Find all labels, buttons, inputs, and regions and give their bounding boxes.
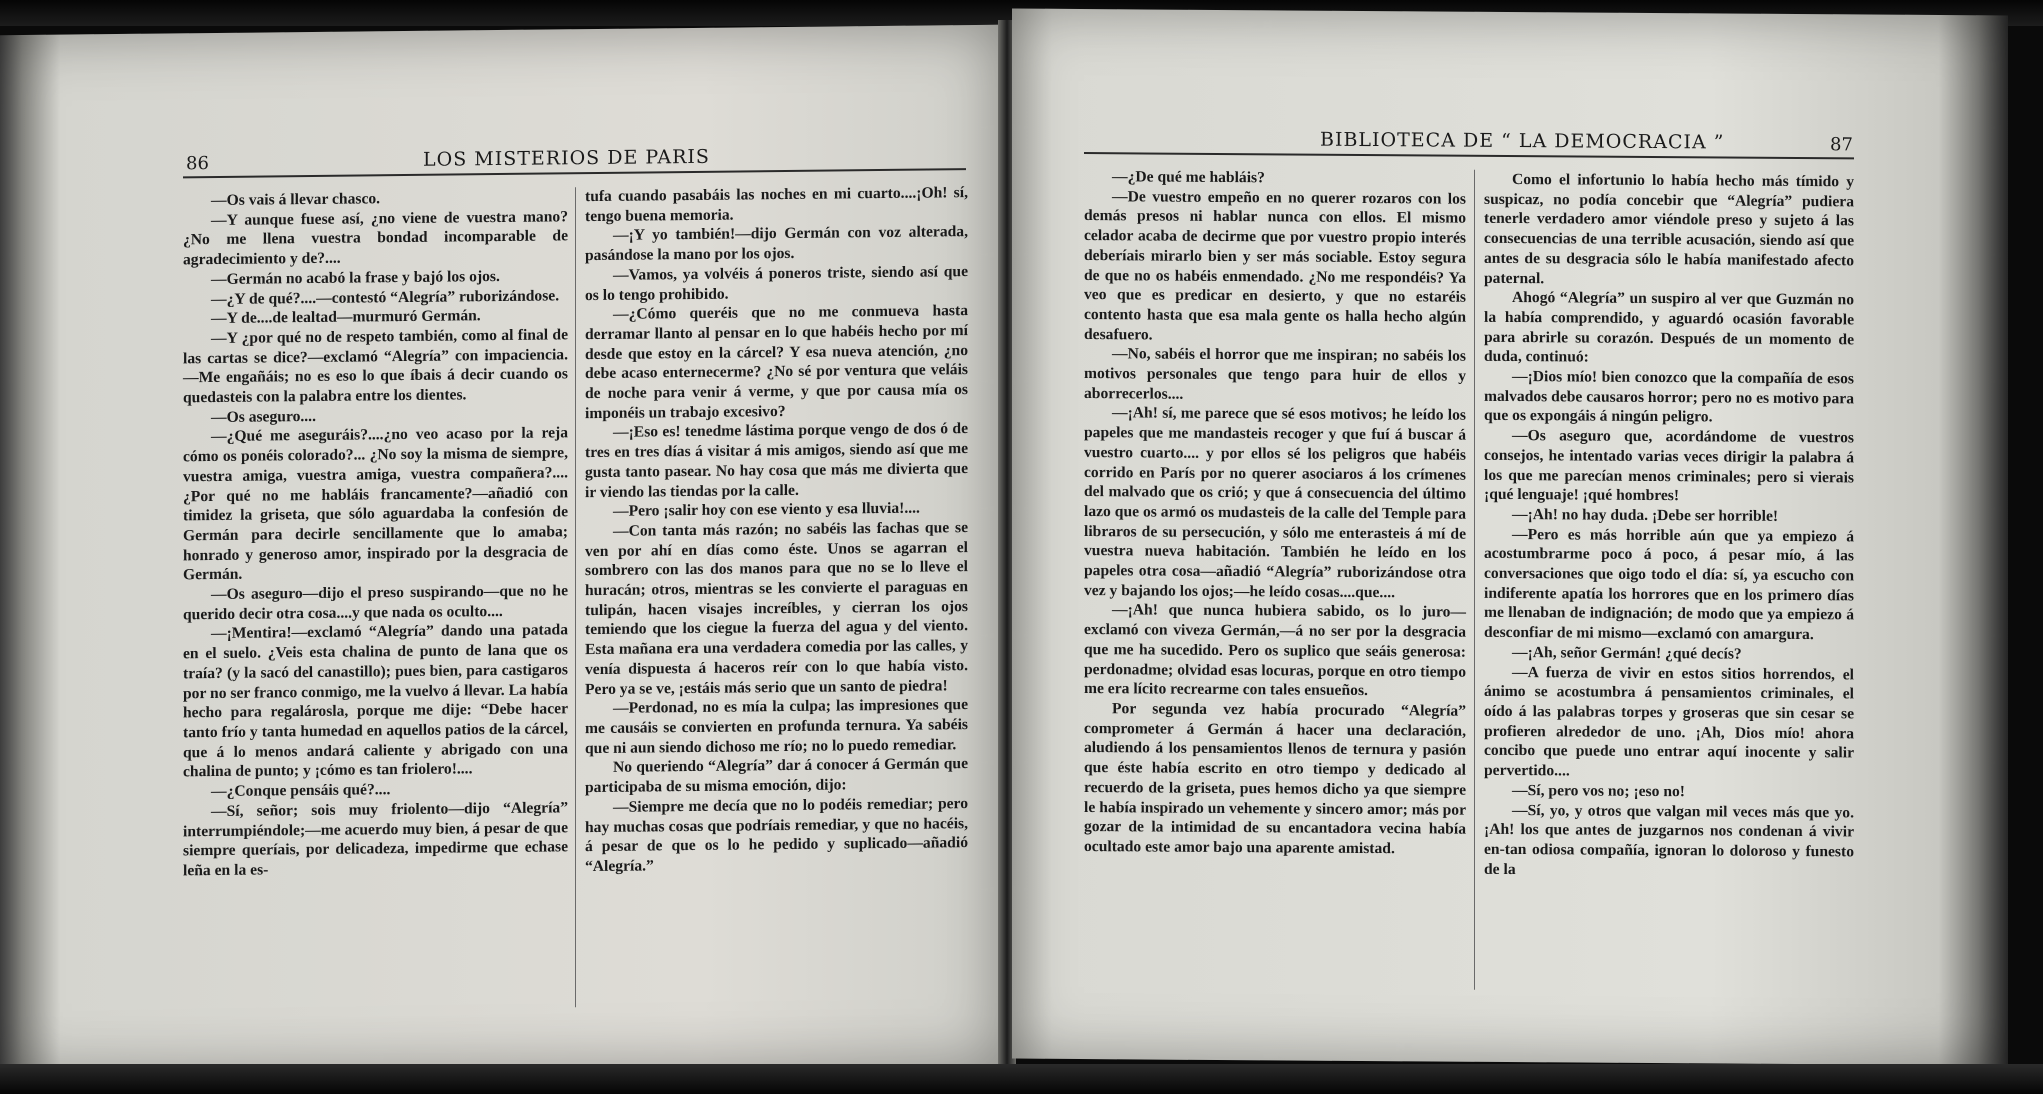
running-head: LOS MISTERIOS DE PARIS — [423, 145, 710, 171]
paragraph: —Sí, pero vos no; ¡eso no! — [1512, 781, 1685, 801]
paragraph: —¡Ah! sí, me parece que sé esos motivos; he leído los papeles que me mandasteis recoger y que fuí á buscar á vuestro cuarto.... y por ellos sé los peligros que habéis corrido en París por no querer asociaros á los crímenes del malvado que os crió; y que á consecuencia del último lazo que os armó os mudasteis de la calle del Temple para libraros de su persecución, y sólo me enterasteis á mí de vuestra nueva habitación. También he leído en los papeles otra cosa—añadió “Alegría” ruborizándose otra vez y bajando los ojos;—he leído cosas....que.... — [1084, 404, 1466, 601]
text-column — [183, 187, 568, 881]
right-page — [1012, 9, 2008, 1066]
paragraph: Como el infortunio lo había hecho más tímido y suspicaz, no podía concebir que “Alegría” pudiera tenerle verdadero amor viéndole preso y sujeto á las consecuencias de una terrible acusación, siendo así que antes de su desgracia sólo le había manifestado afecto paternal. — [1484, 171, 1854, 287]
paragraph: tufa cuando pasabáis las noches en mi cuarto....¡Oh! sí, tengo buena memoria. — [585, 184, 968, 225]
paragraph: —¡Ah, señor Germán! ¿qué decís? — [1512, 643, 1742, 663]
paragraph: —Sí, señor; sois muy friolento—dijo “Alegría” interrumpiéndole;—me acuerdo muy bien, á pesar de que siempre queríais, por delicadeza, impedirme que echase leña en la es- — [183, 799, 568, 880]
paragraph: —¡Dios mío! bien conozco que la compañía de esos malvados debe causaros horror; pero no es motivo para que os expongáis á ningún peligro. — [1484, 368, 1854, 426]
header-rule — [183, 168, 966, 178]
paragraph: Ahogó “Alegría” un suspiro al ver que Guzmán no la había comprendido, y aguardó ocasión favorable para abrirle su corazón. Después de un momento de duda, continuó: — [1484, 289, 1854, 366]
paragraph: —Germán no acabó la frase y bajó los ojos. — [211, 267, 500, 288]
header-rule — [1084, 152, 1854, 159]
paragraph: —¡Y yo también!—dijo Germán con voz alterada, pasándose la mano por los ojos. — [585, 223, 968, 265]
paragraph: —¿Y de qué?....—contestó “Alegría” ruborizándose. — [211, 286, 560, 308]
paragraph: —A fuerza de vivir en estos sitios horrendos, el ánimo se acostumbra á pensamientos criminales, el oído á las palabras torpes y groseras que sin cesar se profieren alrededor de uno. ¡Ah, Dios mío! ahora concibo que puede uno entrar aquí inocente y salir pervertido.... — [1484, 663, 1854, 780]
paragraph: Por segunda vez había procurado “Alegría” comprometer á Germán á hacer una declaración, aludiendo á los pensamientos llenos de ternura y pasión que éste había escrito en otro tiempo y dedicado al recuerdo de la griseta, pues hemos dicho ya que siempre le había inspirado un vehemente y sincero amor; más por gozar de la intimidad de su encantadora vecina había ocultado este amor bajo una aparente amistad. — [1084, 700, 1466, 858]
paragraph: —De vuestro empeño en no querer rozaros con los demás presos ni hablar nunca con ellos. El mismo celador acaba de decirme que por vuestro propio interés deberíais mirarlo bien y ser más sociable. Estoy segura de que no os habéis enmendado. ¿No me respondéis? Ya veo que es predicar en desierto, y que no estaréis contento hasta que esa mala gente os halla hecho algún desafuero. — [1084, 187, 1466, 344]
column-divider — [1474, 170, 1475, 990]
paragraph: —Os aseguro—dijo el preso suspirando—que no he querido decir otra cosa....y que nada os oculto.... — [183, 582, 568, 624]
paragraph: —Pero es más horrible aún que ya empiezo á acostumbrarme poco á poco, á pesar mío, á las conversaciones que oigo todo el día: sí, ya escucho con indiferente apatía los horrores que en los primero días me llenaban de indignación; de modo que ya empiezo á desconfiar de mi mismo—exclamó con amargura. — [1484, 525, 1854, 644]
scan-border-bottom — [0, 1064, 2043, 1094]
paragraph: —Con tanta más razón; no sabéis las fachas que se ven por ahí en días como éste. Unos se agarran el sombrero con las dos manos para que no se lo lleve el huracán; otros, mientras se les convierte el paraguas en tulipán, hacen visajes increíbles, y cierran los ojos temiendo que los ciegue la fuerza del agua y del viento. Esta mañana era una verdadera comedia por las calles, y venía dispuesta á haceros reír con lo que había visto. Pero ya se ve, ¡estáis más serio que un santo de piedra! — [585, 519, 968, 698]
page-number: 86 — [186, 153, 209, 175]
page-number: 87 — [1830, 134, 1853, 156]
text-column — [585, 183, 968, 877]
paragraph: —Os vais á llevar chasco. — [211, 190, 381, 210]
paragraph: —Y aunque fuese así, ¿no viene de vuestra mano? ¿No me llena vuestra bondad incomparable de agradecimiento y de?.... — [183, 207, 568, 269]
paragraph: —Os aseguro.... — [211, 407, 316, 426]
running-head: BIBLIOTECA DE “ LA DEMOCRACIA ” — [1320, 128, 1725, 154]
paragraph: —¿De qué me habláis? — [1112, 168, 1265, 187]
paragraph: —Os aseguro que, acordándome de vuestros consejos, he intentado varias veces dirigir la palabra á los que me parecían menos criminales; pero si vierais ¡qué lenguaje! ¡qué hombres! — [1484, 427, 1854, 505]
paragraph: —Y de....de lealtad—murmuró Germán. — [211, 307, 481, 328]
text-column — [1484, 170, 1854, 882]
left-page — [0, 25, 1000, 1075]
paragraph: —¡Eso es! tenedme lástima porque vengo de dos ó de tres en tres días á visitar á mis amigos, siendo así que me gusta tanto pasear. No hay cosa que más me divierta que ir viendo las tiendas por la calle. — [585, 420, 968, 501]
text-column — [1084, 167, 1466, 859]
paragraph: —¡Ah! no hay duda. ¡Debe ser horrible! — [1512, 505, 1779, 525]
paragraph: —Siempre me decía que no lo podéis remediar; pero hay muchas cosas que podríais remediar, y que no hacéis, á pesar de que os lo he pedido y suplicado—añadió “Alegría.” — [585, 794, 968, 876]
paragraph: —Pero ¡salir hoy con ese viento y esa lluvia!.... — [613, 499, 920, 521]
paragraph: —¿Cómo queréis que no me conmueva hasta derramar llanto al pensar en lo que habéis hecho por mí desde que estoy en la cárcel? Y esa nueva atención, ¿no debe acaso enternecerme? ¿No sé por ventura que veláis de noche para venir á verme, y que por causa mía os imponéis un trabajo excesivo? — [585, 302, 968, 422]
paragraph: —¡Ah! que nunca hubiera sabido, os lo juro—exclamó con viveza Germán,—á no ser por la desgracia que me ha sucedido. Pero os suplico que seáis generosa: perdonadme; olvidad esas locuras, porque en otro tiempo me era lícito recrearme con tales ensueños. — [1084, 601, 1466, 700]
paragraph: —No, sabéis el horror que me inspiran; no sabéis los motivos personales que tengo para huir de ellos y aborrecerlos.... — [1084, 345, 1466, 403]
column-divider — [575, 187, 576, 1007]
paragraph: —¿Conque pensáis qué?.... — [211, 781, 391, 801]
paragraph: —¿Qué me aseguráis?....¿no veo acaso por la reja cómo os ponéis colorado?... ¿No soy la misma de siempre, vuestra amiga, vuestra amiga, vuestra compañera?....¿Por qué no me habláis francamente?—añadió con timidez la griseta, que sólo aguardaba la confesión de Germán para decirle sencillamente que lo amaba; honrado y generoso amor, inspirado por la desgracia de Germán. — [183, 424, 568, 584]
paragraph: —Sí, yo, y otros que valgan mil veces más que yo. ¡Ah! los que antes de juzgarnos nos condenan á vivir en-tan odiosa compañía, ignoran lo doloroso y funesto de la — [1484, 801, 1854, 878]
paragraph: —Vamos, ya volvéis á poneros triste, siendo así que os lo tengo prohibido. — [585, 262, 968, 304]
paragraph: No queriendo “Alegría” dar á conocer á Germán que participaba de su misma emoción, dijo: — [585, 755, 968, 797]
paragraph: —Y ¿por qué no de respeto también, como al final de las cartas se dice?—exclamó “Alegría” con impaciencia.—Me engañáis; no es eso lo que íbais á decir cuando os quedasteis con la palabra entre los dientes. — [183, 326, 568, 407]
paragraph: —¡Mentira!—exclamó “Alegría” dando una patada en el suelo. ¿Veis esta chalina de punto de lana que os traía? (y la sacó del canastillo); pues bien, para castigaros por no ser franco conmigo, me la vuelvo á llevar. La había hecho para regalárosla, porque me dije: “Debe hacer tanto frío y tanta humedad en aquellos patios de la cárcel, que á lo menos andará caliente y abrigado con una chalina de punto; y ¡cómo es tan friolero!.... — [183, 621, 568, 781]
paragraph: —Perdonad, no es mía la culpa; las impresiones que me causáis se convierten en profunda ternura. Ya sabéis que ni aun siendo dichoso me río; no lo puedo remediar. — [585, 696, 968, 757]
